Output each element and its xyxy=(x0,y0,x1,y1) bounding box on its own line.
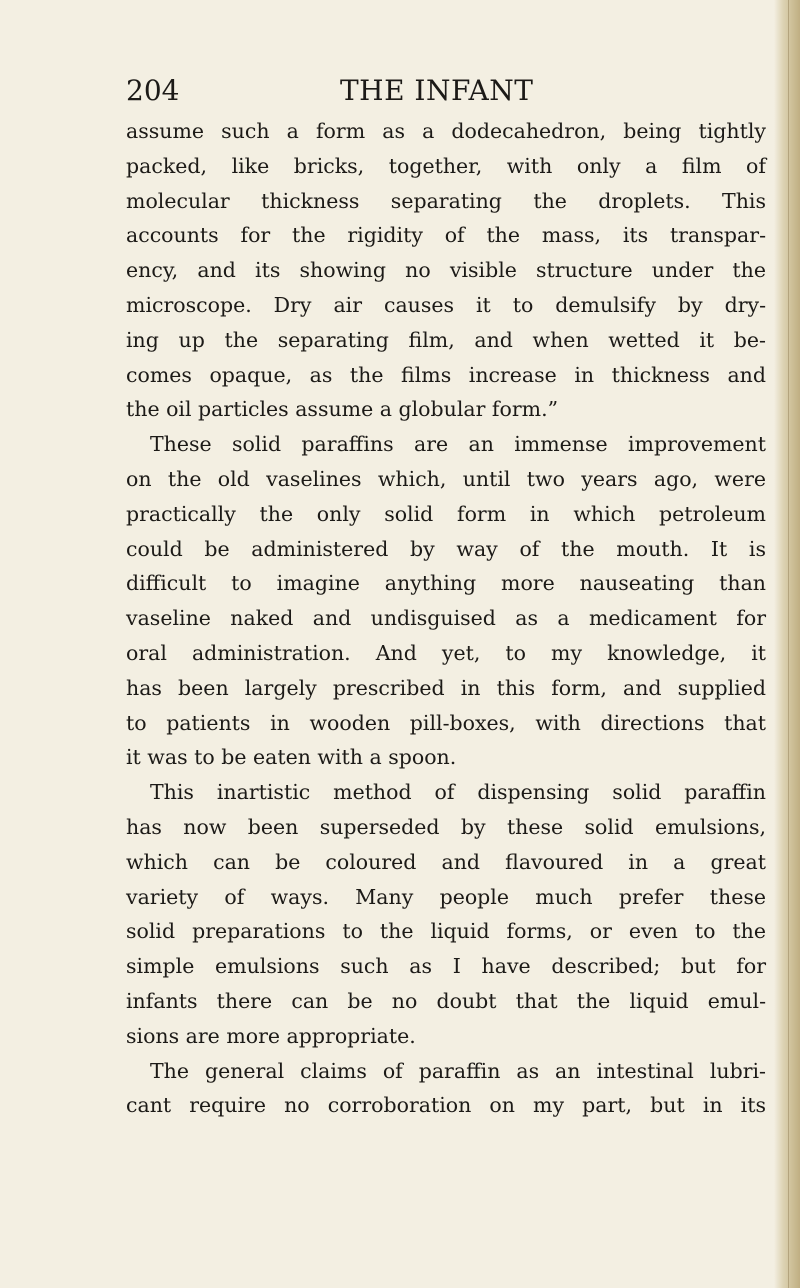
text-line: practically the only solid form in which petroleum xyxy=(126,501,766,526)
text-line: the oil particles assume a globular form.” xyxy=(126,397,559,422)
text-line: variety of ways. Many people much prefer these xyxy=(126,884,766,909)
text-line: accounts for the rigidity of the mass, its transpar- xyxy=(126,223,766,248)
running-title: THE INFANT xyxy=(340,74,534,107)
text-line: This inartistic method of dispensing solid paraffin xyxy=(150,780,766,805)
text-line: The general claims of paraffin as an intestinal lubri- xyxy=(150,1058,766,1083)
text-line: infants there can be no doubt that the liquid emul- xyxy=(126,988,766,1013)
text-line: difficult to imagine anything more nauseating than xyxy=(126,571,766,596)
text-line: to patients in wooden pill-boxes, with directions that xyxy=(126,710,766,735)
running-head xyxy=(126,74,766,114)
text-line: assume such a form as a dodecahedron, being tightly xyxy=(126,119,766,143)
text-line: it was to be eaten with a spoon. xyxy=(126,745,457,770)
text-line: ency, and its showing no visible structure under the xyxy=(126,258,766,283)
text-line: These solid paraffins are an immense improvement xyxy=(150,432,766,457)
text-line: comes opaque, as the films increase in thickness and xyxy=(126,362,766,387)
text-line: on the old vaselines which, until two years ago, were xyxy=(126,466,766,491)
text-line: sions are more appropriate. xyxy=(126,1023,416,1048)
text-line: microscope. Dry air causes it to demulsify by dry- xyxy=(126,292,766,317)
text-line: vaseline naked and undisguised as a medicament for xyxy=(126,606,766,631)
body-text xyxy=(126,114,766,1123)
text-line: packed, like bricks, together, with only a film of xyxy=(126,153,766,178)
text-line: has been largely prescribed in this form, and supplied xyxy=(126,675,766,700)
page-number: 204 xyxy=(126,74,180,107)
text-line: has now been superseded by these solid emulsions, xyxy=(126,814,766,839)
text-line: could be administered by way of the mouth. It is xyxy=(126,536,766,561)
text-line: molecular thickness separating the droplets. This xyxy=(126,188,766,213)
text-line: cant require no corroboration on my part, but in its xyxy=(126,1093,766,1118)
text-line: oral administration. And yet, to my knowledge, it xyxy=(126,640,766,665)
text-line: ing up the separating film, and when wetted it be- xyxy=(126,327,766,352)
text-line: simple emulsions such as I have described; but for xyxy=(126,954,766,979)
text-line: which can be coloured and flavoured in a great xyxy=(126,849,766,874)
text-line: solid preparations to the liquid forms, or even to the xyxy=(126,919,766,944)
page-edge-shadow xyxy=(774,0,800,1288)
